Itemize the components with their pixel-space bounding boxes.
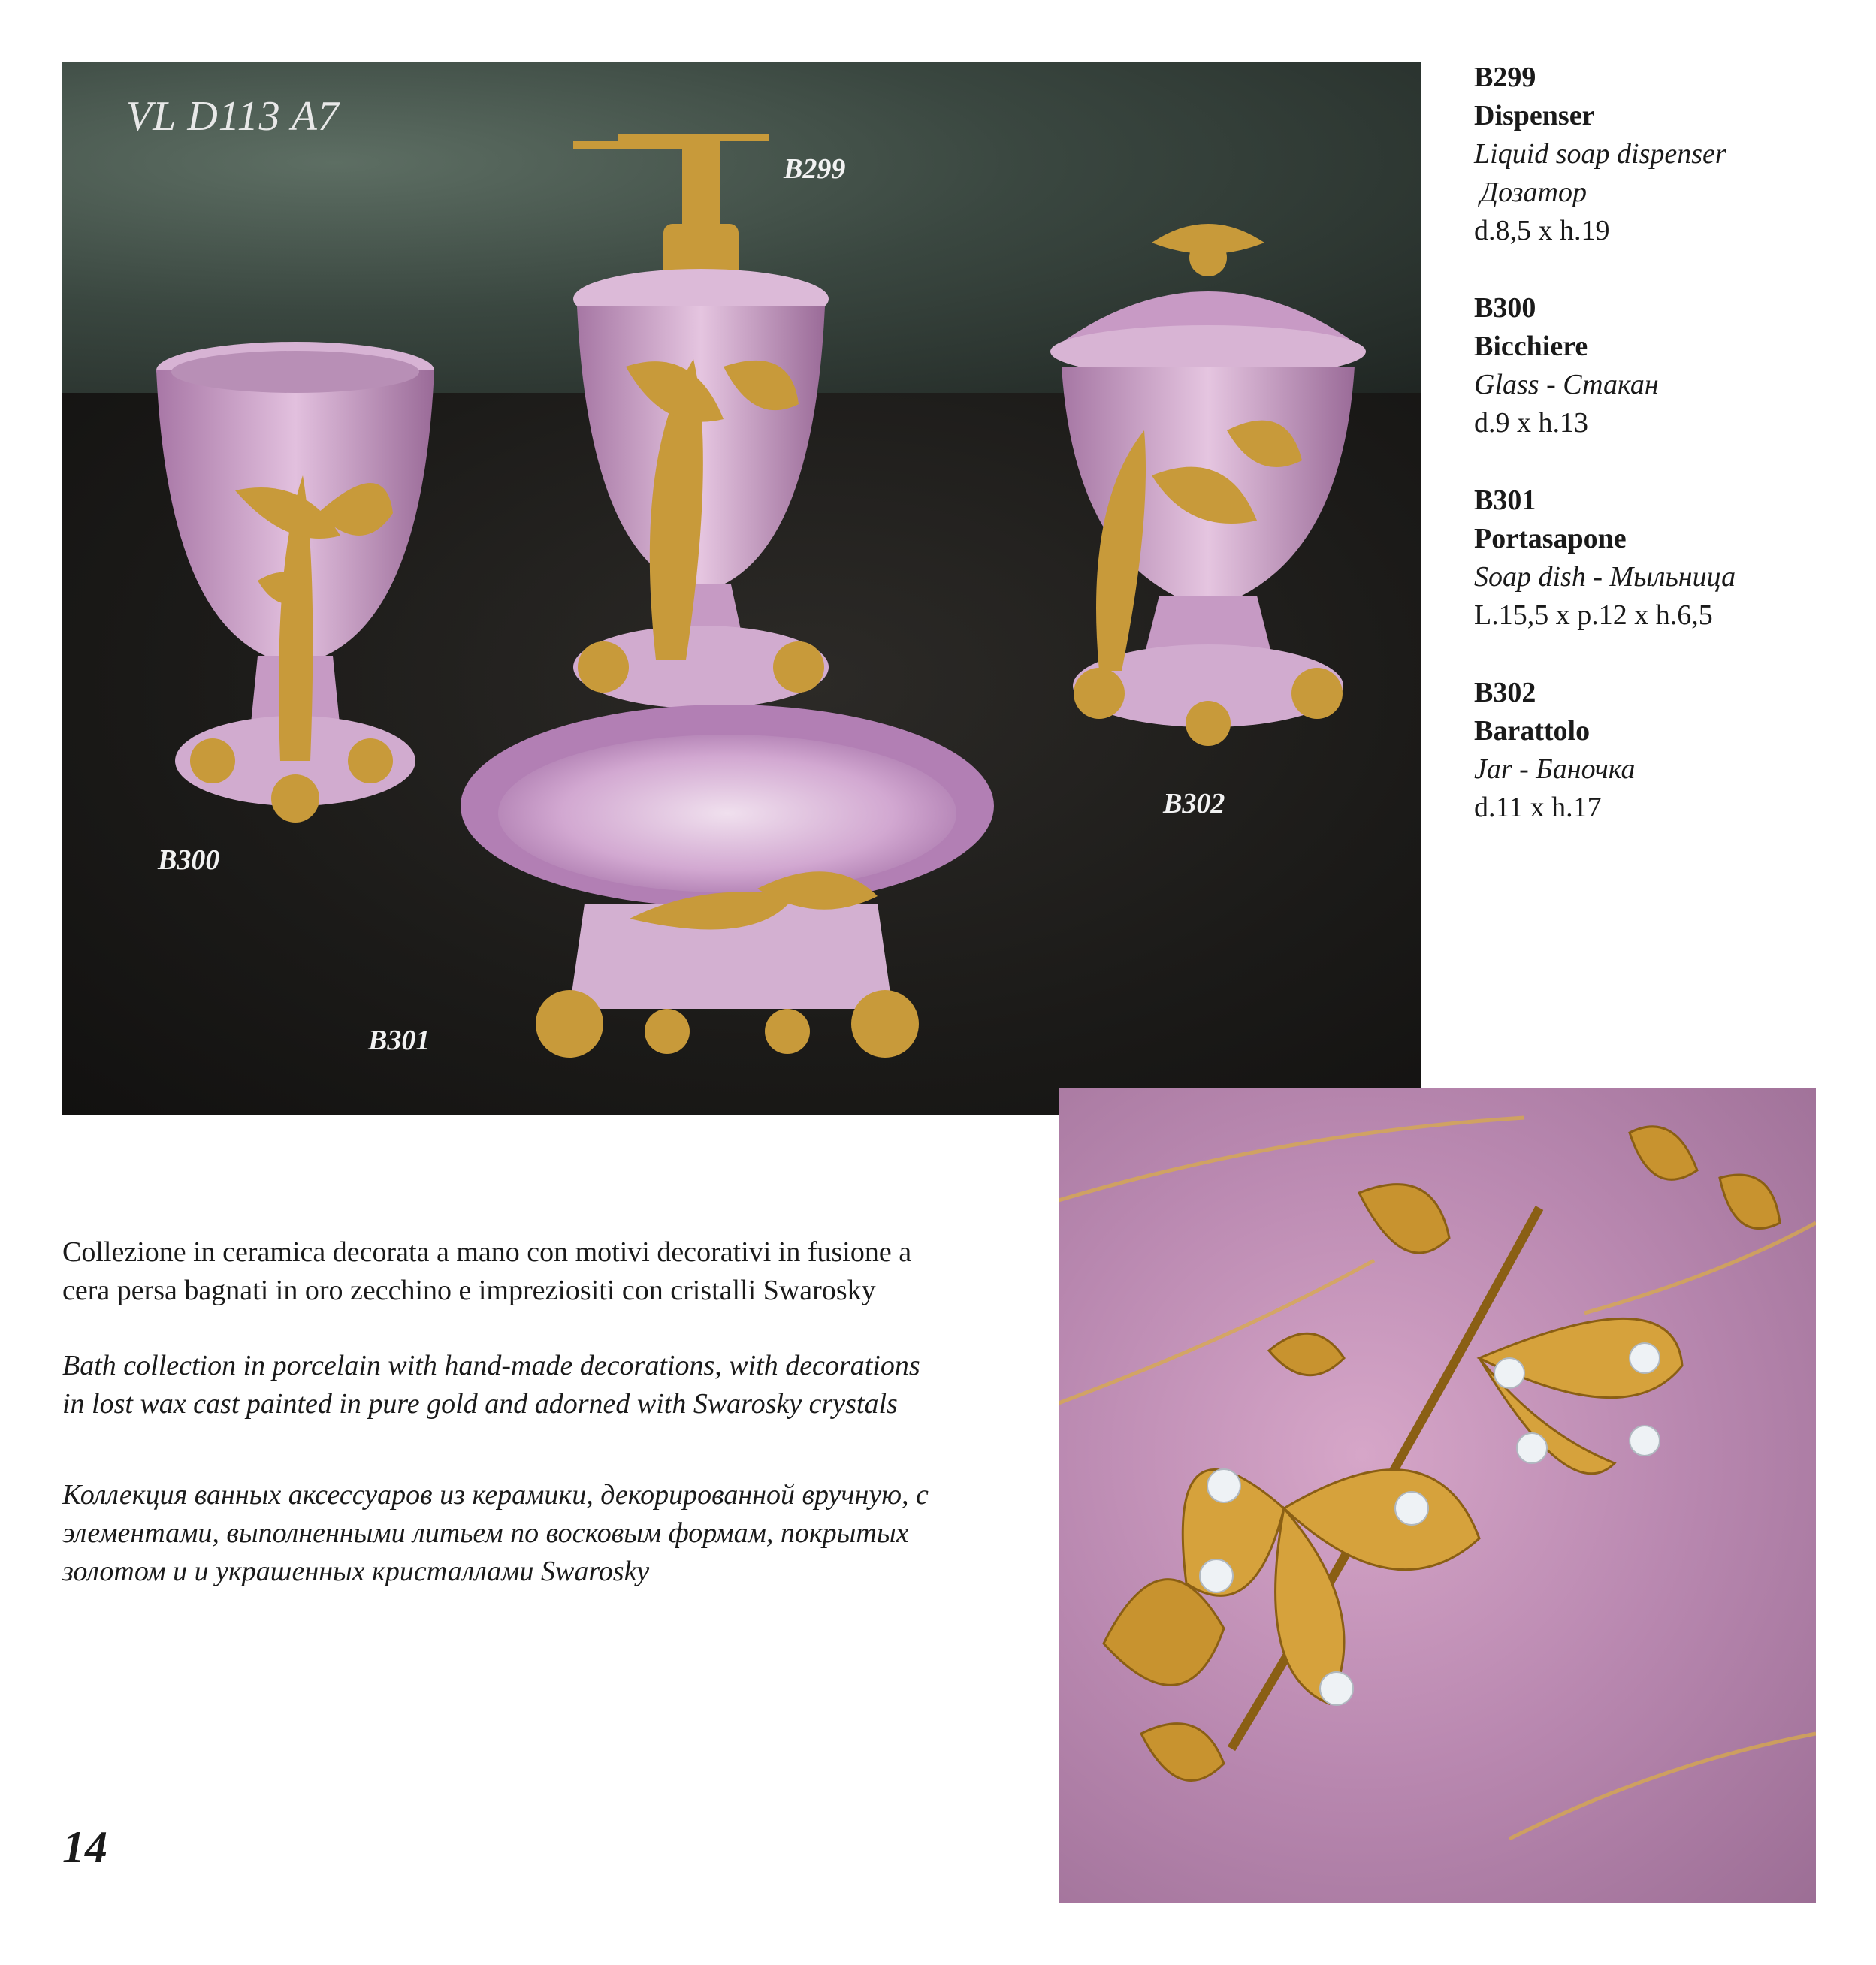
collection-descriptions — [62, 1233, 941, 1628]
butterfly-decoration-image — [1059, 1088, 1816, 1903]
product-code: B302 — [1474, 677, 1536, 708]
jar-b302-image — [1032, 205, 1385, 746]
label-b299: B299 — [784, 153, 846, 185]
product-code: B300 — [1474, 292, 1536, 324]
product-description: Glass - Стакан — [1474, 369, 1659, 400]
product-code: B299 — [1474, 62, 1536, 93]
product-description-ru: Дозатор — [1480, 177, 1587, 208]
product-name: Barattolo — [1474, 715, 1591, 747]
catalog-entry-b301 — [1474, 481, 1865, 635]
description-italian: Collezione in ceramica decorata a mano con motivi decorativi in fusione a cera persa bagnati in oro zecchino e impreziositi con cristalli Swarosky — [62, 1236, 912, 1306]
label-b302: B302 — [1163, 788, 1225, 820]
detail-photo — [1059, 1088, 1816, 1903]
description-russian: Коллекция ванных аксессуаров из керамики, декорированной вручную, с элементами, выполненными литьем по восковым формам, покрытых золотом и и украшенных кристаллами Swarosky — [62, 1479, 929, 1587]
product-name: Dispenser — [1474, 100, 1595, 131]
label-b301: B301 — [368, 1025, 430, 1056]
product-description: Jar - Баночка — [1474, 753, 1636, 785]
model-code: VL D113 A7 — [126, 93, 340, 140]
page-number: 14 — [62, 1822, 107, 1872]
product-photo — [62, 62, 1421, 1115]
product-dimensions: d.11 x h.17 — [1474, 792, 1602, 823]
product-dimensions: d.8,5 x h.19 — [1474, 215, 1610, 246]
description-english: Bath collection in porcelain with hand-made decorations, with decorations in lost wax cast painted in pure gold and adorned with Swarosky crystals — [62, 1350, 920, 1420]
product-name: Portasapone — [1474, 523, 1627, 554]
product-name: Bicchiere — [1474, 331, 1588, 362]
product-catalog-list — [1474, 59, 1865, 866]
product-dimensions: L.15,5 x p.12 x h.6,5 — [1474, 599, 1713, 631]
dispenser-b299-image — [543, 119, 859, 720]
product-dimensions: d.9 x h.13 — [1474, 407, 1588, 439]
glass-b300-image — [145, 340, 446, 866]
catalog-entry-b300 — [1474, 289, 1865, 442]
catalog-entry-b302 — [1474, 674, 1865, 827]
product-code: B301 — [1474, 484, 1536, 516]
catalog-entry-b299 — [1474, 59, 1865, 250]
soap-dish-b301-image — [457, 701, 998, 1091]
label-b300: B300 — [158, 844, 220, 876]
product-description: Liquid soap dispenser — [1474, 138, 1726, 170]
product-description: Soap dish - Мыльница — [1474, 561, 1736, 593]
